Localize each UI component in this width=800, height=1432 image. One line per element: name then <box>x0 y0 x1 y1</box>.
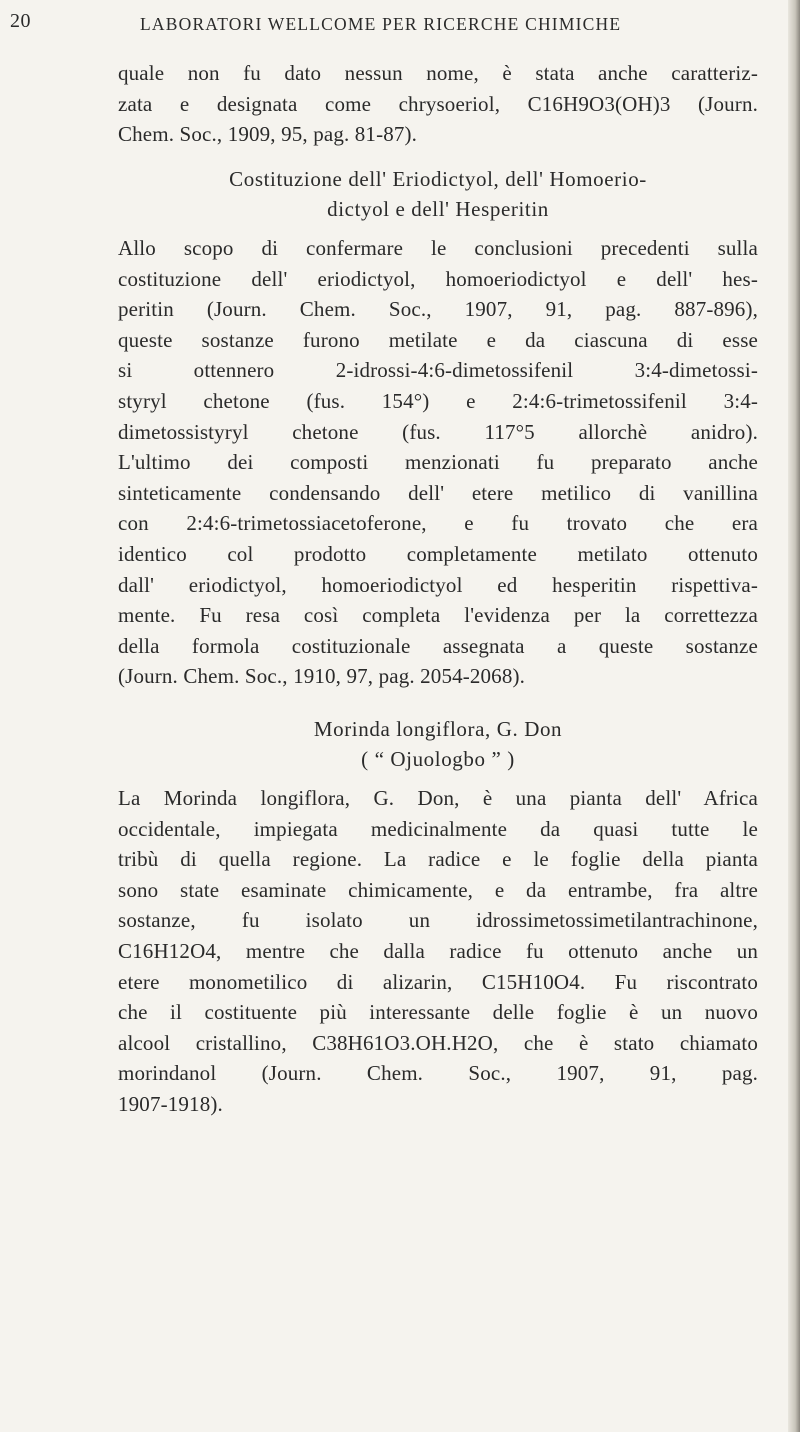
text-line: etere monometilico di alizarin, C15H10O4. Fu riscontrato <box>118 969 758 994</box>
text-line: alcool cristallino, C38H61O3.OH.H2O, che è stato chiamato <box>118 1030 758 1055</box>
text-line: che il costituente più interessante delle foglie è un nuovo <box>118 1000 758 1025</box>
section-subheading: ( “ Ojuologbo ” ) <box>361 747 515 772</box>
section-morinda <box>118 714 758 1120</box>
text-line: mente. Fu resa così completa l'evidenza per la correttezza <box>118 603 758 628</box>
text-line: costituzione dell' eriodictyol, homoeriodictyol e dell' hes- <box>118 266 758 291</box>
text-line: Allo scopo di confermare le conclusioni precedenti sulla <box>118 235 758 260</box>
text-line: con 2:4:6-trimetossiacetoferone, e fu trovato che era <box>118 511 758 536</box>
section-eriodictyol <box>118 164 758 692</box>
page-number: 20 <box>10 10 31 32</box>
text-line: della formola costituzionale assegnata a queste sostanze <box>118 633 758 658</box>
page-edge-shadow <box>788 0 800 1432</box>
text-line: Chem. Soc., 1909, 95, pag. 81-87). <box>118 122 418 147</box>
text-line: C16H12O4, mentre che dalla radice fu ottenuto anche un <box>118 939 758 964</box>
text-line: queste sostanze furono metilate e da ciascuna di esse <box>118 327 758 352</box>
text-line: peritin (Journ. Chem. Soc., 1907, 91, pag. 887-896), <box>118 297 758 322</box>
text-line: (Journ. Chem. Soc., 1910, 97, pag. 2054-2068). <box>118 664 526 689</box>
section-heading: Costituzione dell' Eriodictyol, dell' Homoerio- <box>229 166 647 191</box>
text-line: La Morinda longiflora, G. Don, è una pianta dell' Africa <box>118 786 758 811</box>
page-header <box>0 8 800 48</box>
text-line: identico col prodotto completamente metilato ottenuto <box>118 541 758 566</box>
body-text <box>118 58 758 1120</box>
text-line: si ottennero 2-idrossi-4:6-dimetossifenil 3:4-dimetossi- <box>118 358 758 383</box>
text-line: zata e designata come chrysoeriol, C16H9O3(OH)3 (Journ. <box>118 91 758 116</box>
paragraph-chrysoeriol <box>118 58 758 150</box>
text-line: occidentale, impiegata medicinalmente da quasi tutte le <box>118 816 758 841</box>
running-head: LABORATORI WELLCOME PER RICERCHE CHIMICHE <box>140 14 622 34</box>
text-line: dall' eriodictyol, homoeriodictyol ed hesperitin rispettiva- <box>118 572 758 597</box>
text-line: dimetossistyryl chetone (fus. 117°5 allorchè anidro). <box>118 419 758 444</box>
text-line: sostanze, fu isolato un idrossimetossimetilantrachinone, <box>118 908 758 933</box>
text-line: L'ultimo dei composti menzionati fu preparato anche <box>118 450 758 475</box>
text-line: quale non fu dato nessun nome, è stata anche caratteriz- <box>118 61 758 85</box>
text-line: sinteticamente condensando dell' etere metilico di vanillina <box>118 480 758 505</box>
text-line: tribù di quella regione. La radice e le foglie della pianta <box>118 847 758 872</box>
text-line: sono state esaminate chimicamente, e da entrambe, fra altre <box>118 877 758 902</box>
section-heading-continued: dictyol e dell' Hesperitin <box>327 197 549 222</box>
text-line: 1907-1918). <box>118 1092 223 1116</box>
text-line: morindanol (Journ. Chem. Soc., 1907, 91, pag. <box>118 1061 758 1086</box>
text-line: styryl chetone (fus. 154°) e 2:4:6-trimetossifenil 3:4- <box>118 388 758 413</box>
section-heading: Morinda longiflora, G. Don <box>313 716 563 741</box>
